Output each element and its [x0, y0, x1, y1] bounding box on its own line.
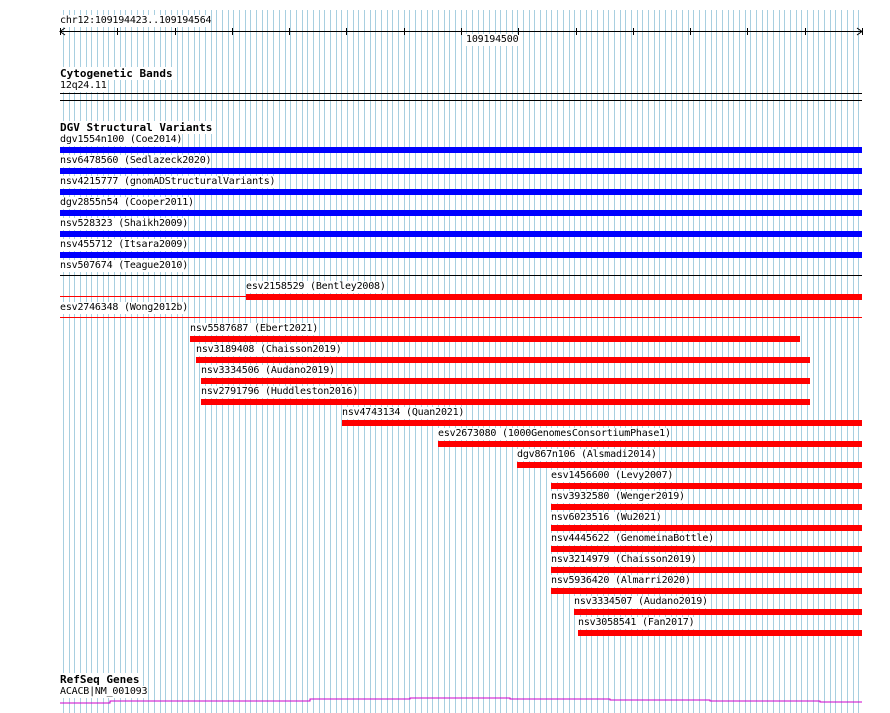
- variant-bar-loss[interactable]: [60, 252, 862, 258]
- variant-bar-gain[interactable]: [342, 420, 862, 426]
- refseq-track-title: RefSeq Genes: [60, 673, 140, 686]
- variant-bar-gain[interactable]: [190, 336, 800, 342]
- variant-label: nsv528323 (Shaikh2009): [60, 218, 189, 229]
- variant-bar-loss[interactable]: [60, 210, 862, 216]
- track-divider: [60, 100, 862, 101]
- variant-bar-gain[interactable]: [196, 357, 810, 363]
- variant-thin-line[interactable]: [60, 317, 862, 318]
- gene-line: [60, 698, 862, 703]
- variant-bar-gain[interactable]: [201, 399, 810, 405]
- variant-label: nsv4743134 (Quan2021): [342, 407, 465, 418]
- variant-bar-gain[interactable]: [551, 546, 862, 552]
- variant-bar-gain[interactable]: [574, 609, 862, 615]
- variant-bar-gain[interactable]: [246, 294, 862, 300]
- variant-bar-loss[interactable]: [60, 168, 862, 174]
- variant-label: nsv3214979 (Chaisson2019): [551, 554, 697, 565]
- variant-bar-loss[interactable]: [60, 189, 862, 195]
- dgv-track-title: DGV Structural Variants: [60, 121, 213, 134]
- variant-label: nsv3932580 (Wenger2019): [551, 491, 685, 502]
- variant-bar-gain[interactable]: [551, 567, 862, 573]
- variant-label: nsv4445622 (GenomeinaBottle): [551, 533, 714, 544]
- variant-bar-gain[interactable]: [438, 441, 862, 447]
- variant-label: dgv2855n54 (Cooper2011): [60, 197, 194, 208]
- variant-bar-gain[interactable]: [201, 378, 810, 384]
- variant-bar-gain[interactable]: [517, 462, 862, 468]
- variant-label: nsv3189408 (Chaisson2019): [196, 344, 342, 355]
- variant-label: nsv6478560 (Sedlazeck2020): [60, 155, 212, 166]
- ruler-tick-label: 109194500: [466, 34, 519, 45]
- variant-thin-line[interactable]: [60, 275, 862, 276]
- variant-label: nsv3334507 (Audano2019): [574, 596, 708, 607]
- ruler-axis: [56, 24, 868, 40]
- variant-label: nsv2791796 (Huddleston2016): [201, 386, 359, 397]
- variant-thin-line: [60, 296, 246, 297]
- variant-bar-gain[interactable]: [551, 504, 862, 510]
- cytoband-track-title: Cytogenetic Bands: [60, 67, 173, 80]
- variant-label: esv2746348 (Wong2012b): [60, 302, 189, 313]
- variant-label: nsv4215777 (gnomADStructuralVariants): [60, 176, 276, 187]
- variant-label: esv2158529 (Bentley2008): [246, 281, 386, 292]
- variant-label: nsv3334506 (Audano2019): [201, 365, 335, 376]
- variant-label: nsv507674 (Teague2010): [60, 260, 189, 271]
- gene-model[interactable]: [60, 694, 862, 706]
- gene-label: ACACB|NM_001093: [60, 686, 148, 697]
- variant-bar-gain[interactable]: [551, 525, 862, 531]
- variant-label: nsv5936420 (Almarri2020): [551, 575, 691, 586]
- variant-bar-gain[interactable]: [578, 630, 862, 636]
- cytoband-label: 12q24.11: [60, 80, 107, 91]
- cytoband-bar[interactable]: [60, 93, 862, 94]
- variant-label: esv1456600 (Levy2007): [551, 470, 674, 481]
- variant-label: nsv455712 (Itsara2009): [60, 239, 189, 250]
- variant-label: nsv3058541 (Fan2017): [578, 617, 695, 628]
- variant-label: nsv5587687 (Ebert2021): [190, 323, 319, 334]
- variant-label: dgv1554n100 (Coe2014): [60, 134, 183, 145]
- genomic-location: chr12:109194423..109194564: [60, 15, 212, 26]
- variant-bar-loss[interactable]: [60, 231, 862, 237]
- variant-label: dgv867n106 (Alsmadi2014): [517, 449, 657, 460]
- variant-label: esv2673080 (1000GenomesConsortiumPhase1): [438, 428, 671, 439]
- variant-bar-gain[interactable]: [551, 483, 862, 489]
- variant-bar-gain[interactable]: [551, 588, 862, 594]
- variant-label: nsv6023516 (Wu2021): [551, 512, 662, 523]
- variant-bar-loss[interactable]: [60, 147, 862, 153]
